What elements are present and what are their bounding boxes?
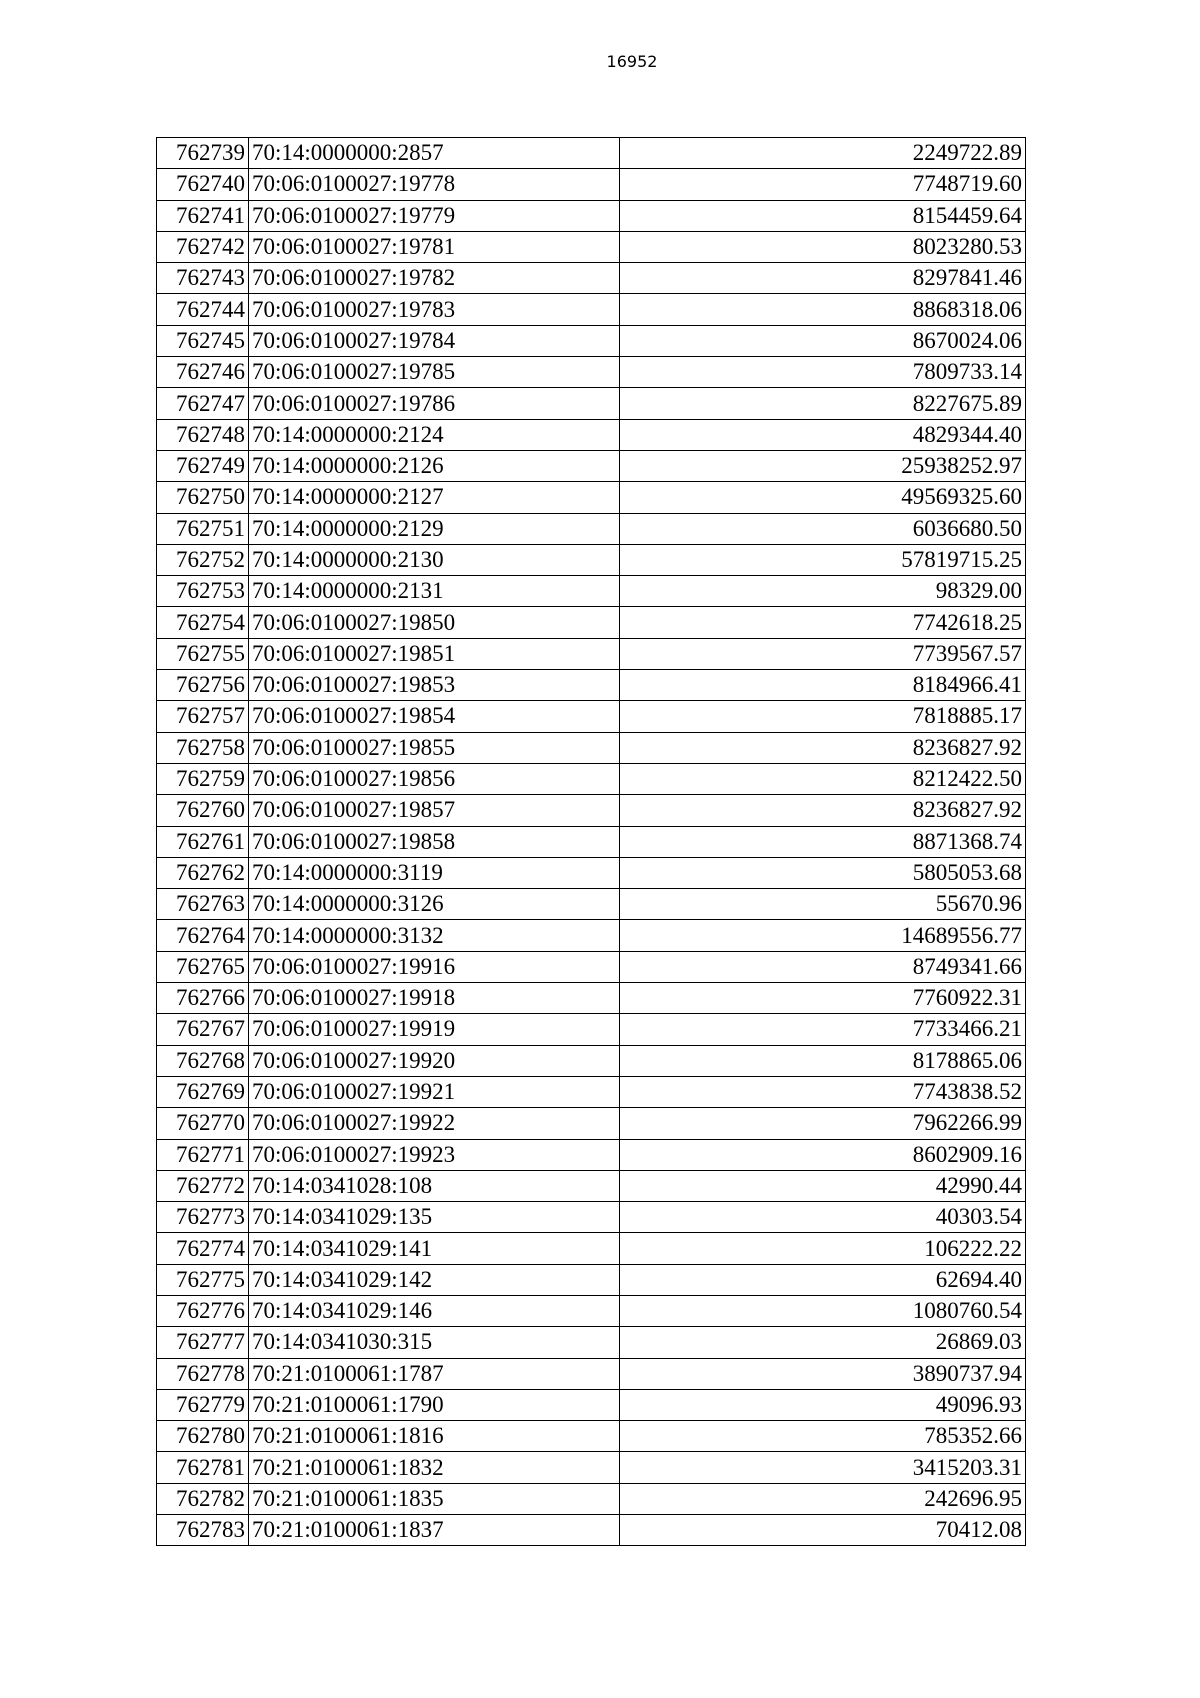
cadastral-number-cell: 70:06:0100027:19786 bbox=[249, 388, 620, 419]
row-number-cell: 762781 bbox=[157, 1452, 249, 1483]
row-number-cell: 762756 bbox=[157, 670, 249, 701]
table-row bbox=[157, 1233, 1026, 1264]
cadastral-value-cell: 7818885.17 bbox=[620, 701, 1026, 732]
cadastral-value-cell: 8154459.64 bbox=[620, 200, 1026, 231]
cadastral-number-cell: 70:14:0341028:108 bbox=[249, 1170, 620, 1201]
row-number-cell: 762755 bbox=[157, 638, 249, 669]
cadastral-value-cell: 1080760.54 bbox=[620, 1295, 1026, 1326]
cadastral-value-cell: 14689556.77 bbox=[620, 920, 1026, 951]
cadastral-number-cell: 70:06:0100027:19784 bbox=[249, 325, 620, 356]
cadastral-value-cell: 62694.40 bbox=[620, 1264, 1026, 1295]
cadastral-value-cell: 98329.00 bbox=[620, 576, 1026, 607]
table-row bbox=[157, 1295, 1026, 1326]
cadastral-number-cell: 70:06:0100027:19858 bbox=[249, 826, 620, 857]
row-number-cell: 762744 bbox=[157, 294, 249, 325]
cadastral-number-cell: 70:14:0000000:2857 bbox=[249, 138, 620, 169]
cadastral-value-cell: 7962266.99 bbox=[620, 1108, 1026, 1139]
cadastral-number-cell: 70:06:0100027:19920 bbox=[249, 1045, 620, 1076]
row-number-cell: 762740 bbox=[157, 169, 249, 200]
row-number-cell: 762768 bbox=[157, 1045, 249, 1076]
row-number-cell: 762773 bbox=[157, 1202, 249, 1233]
cadastral-number-cell: 70:06:0100027:19850 bbox=[249, 607, 620, 638]
cadastral-number-cell: 70:21:0100061:1832 bbox=[249, 1452, 620, 1483]
table-row bbox=[157, 1452, 1026, 1483]
cadastral-number-cell: 70:14:0000000:2124 bbox=[249, 419, 620, 450]
cadastral-value-cell: 106222.22 bbox=[620, 1233, 1026, 1264]
table-row bbox=[157, 1264, 1026, 1295]
cadastral-value-cell: 785352.66 bbox=[620, 1421, 1026, 1452]
table-row bbox=[157, 670, 1026, 701]
cadastral-value-cell: 70412.08 bbox=[620, 1515, 1026, 1546]
cadastral-number-cell: 70:14:0341029:135 bbox=[249, 1202, 620, 1233]
table-row bbox=[157, 607, 1026, 638]
row-number-cell: 762759 bbox=[157, 763, 249, 794]
cadastral-number-cell: 70:14:0000000:2131 bbox=[249, 576, 620, 607]
table-row bbox=[157, 920, 1026, 951]
row-number-cell: 762772 bbox=[157, 1170, 249, 1201]
cadastral-number-cell: 70:06:0100027:19785 bbox=[249, 357, 620, 388]
cadastral-number-cell: 70:14:0000000:2130 bbox=[249, 544, 620, 575]
cadastral-value-cell: 242696.95 bbox=[620, 1483, 1026, 1514]
cadastral-number-cell: 70:14:0000000:3126 bbox=[249, 889, 620, 920]
cadastral-number-cell: 70:06:0100027:19854 bbox=[249, 701, 620, 732]
cadastral-number-cell: 70:06:0100027:19782 bbox=[249, 263, 620, 294]
table-row bbox=[157, 1515, 1026, 1546]
cadastral-number-cell: 70:06:0100027:19778 bbox=[249, 169, 620, 200]
table-row bbox=[157, 1421, 1026, 1452]
cadastral-number-cell: 70:06:0100027:19855 bbox=[249, 732, 620, 763]
cadastral-number-cell: 70:14:0000000:2129 bbox=[249, 513, 620, 544]
row-number-cell: 762749 bbox=[157, 450, 249, 481]
cadastral-value-cell: 40303.54 bbox=[620, 1202, 1026, 1233]
cadastral-number-cell: 70:21:0100061:1835 bbox=[249, 1483, 620, 1514]
table-row bbox=[157, 1014, 1026, 1045]
table-row bbox=[157, 482, 1026, 513]
table-row bbox=[157, 1108, 1026, 1139]
table-row bbox=[157, 1483, 1026, 1514]
row-number-cell: 762783 bbox=[157, 1515, 249, 1546]
row-number-cell: 762766 bbox=[157, 983, 249, 1014]
table-row bbox=[157, 1170, 1026, 1201]
cadastral-number-cell: 70:21:0100061:1787 bbox=[249, 1358, 620, 1389]
cadastral-number-cell: 70:14:0000000:2127 bbox=[249, 482, 620, 513]
row-number-cell: 762765 bbox=[157, 951, 249, 982]
cadastral-number-cell: 70:21:0100061:1790 bbox=[249, 1389, 620, 1420]
row-number-cell: 762763 bbox=[157, 889, 249, 920]
cadastral-value-cell: 7748719.60 bbox=[620, 169, 1026, 200]
cadastral-number-cell: 70:14:0000000:3119 bbox=[249, 857, 620, 888]
table-row bbox=[157, 544, 1026, 575]
cadastral-value-cell: 8227675.89 bbox=[620, 388, 1026, 419]
table-row bbox=[157, 732, 1026, 763]
table-row bbox=[157, 701, 1026, 732]
table-row bbox=[157, 763, 1026, 794]
table-row bbox=[157, 388, 1026, 419]
table-row bbox=[157, 1045, 1026, 1076]
cadastral-value-cell: 8749341.66 bbox=[620, 951, 1026, 982]
cadastral-value-cell: 49569325.60 bbox=[620, 482, 1026, 513]
row-number-cell: 762780 bbox=[157, 1421, 249, 1452]
table-row bbox=[157, 1076, 1026, 1107]
row-number-cell: 762771 bbox=[157, 1139, 249, 1170]
cadastral-value-cell: 8023280.53 bbox=[620, 231, 1026, 262]
table-row bbox=[157, 1358, 1026, 1389]
cadastral-number-cell: 70:14:0341029:141 bbox=[249, 1233, 620, 1264]
cadastral-number-cell: 70:14:0341029:146 bbox=[249, 1295, 620, 1326]
cadastral-value-cell: 8236827.92 bbox=[620, 732, 1026, 763]
cadastral-value-cell: 7742618.25 bbox=[620, 607, 1026, 638]
table-row bbox=[157, 263, 1026, 294]
cadastral-number-cell: 70:06:0100027:19923 bbox=[249, 1139, 620, 1170]
row-number-cell: 762753 bbox=[157, 576, 249, 607]
cadastral-value-cell: 8236827.92 bbox=[620, 795, 1026, 826]
row-number-cell: 762778 bbox=[157, 1358, 249, 1389]
cadastral-number-cell: 70:14:0341029:142 bbox=[249, 1264, 620, 1295]
cadastral-number-cell: 70:06:0100027:19919 bbox=[249, 1014, 620, 1045]
cadastral-number-cell: 70:06:0100027:19779 bbox=[249, 200, 620, 231]
cadastral-value-cell: 26869.03 bbox=[620, 1327, 1026, 1358]
row-number-cell: 762770 bbox=[157, 1108, 249, 1139]
row-number-cell: 762754 bbox=[157, 607, 249, 638]
row-number-cell: 762764 bbox=[157, 920, 249, 951]
table-body bbox=[157, 138, 1026, 1546]
table-row bbox=[157, 200, 1026, 231]
row-number-cell: 762748 bbox=[157, 419, 249, 450]
row-number-cell: 762752 bbox=[157, 544, 249, 575]
table-row bbox=[157, 138, 1026, 169]
table-row bbox=[157, 419, 1026, 450]
table-row bbox=[157, 450, 1026, 481]
cadastral-value-cell: 8871368.74 bbox=[620, 826, 1026, 857]
cadastral-number-cell: 70:14:0000000:2126 bbox=[249, 450, 620, 481]
cadastral-value-cell: 5805053.68 bbox=[620, 857, 1026, 888]
table-row bbox=[157, 231, 1026, 262]
cadastral-number-cell: 70:06:0100027:19851 bbox=[249, 638, 620, 669]
table-row bbox=[157, 357, 1026, 388]
cadastral-value-cell: 8868318.06 bbox=[620, 294, 1026, 325]
cadastral-value-cell: 8297841.46 bbox=[620, 263, 1026, 294]
table-row bbox=[157, 889, 1026, 920]
row-number-cell: 762739 bbox=[157, 138, 249, 169]
cadastral-value-cell: 42990.44 bbox=[620, 1170, 1026, 1201]
cadastral-value-cell: 25938252.97 bbox=[620, 450, 1026, 481]
cadastral-number-cell: 70:06:0100027:19916 bbox=[249, 951, 620, 982]
table-row bbox=[157, 1139, 1026, 1170]
table-row bbox=[157, 1389, 1026, 1420]
cadastral-value-cell: 6036680.50 bbox=[620, 513, 1026, 544]
cadastral-number-cell: 70:21:0100061:1837 bbox=[249, 1515, 620, 1546]
page-number: 16952 bbox=[606, 52, 658, 71]
cadastral-number-cell: 70:06:0100027:19781 bbox=[249, 231, 620, 262]
row-number-cell: 762774 bbox=[157, 1233, 249, 1264]
cadastral-value-table bbox=[156, 137, 1026, 1546]
table-row bbox=[157, 294, 1026, 325]
cadastral-number-cell: 70:06:0100027:19857 bbox=[249, 795, 620, 826]
cadastral-value-cell: 8602909.16 bbox=[620, 1139, 1026, 1170]
cadastral-value-cell: 8670024.06 bbox=[620, 325, 1026, 356]
row-number-cell: 762760 bbox=[157, 795, 249, 826]
row-number-cell: 762762 bbox=[157, 857, 249, 888]
table-row bbox=[157, 576, 1026, 607]
row-number-cell: 762777 bbox=[157, 1327, 249, 1358]
row-number-cell: 762776 bbox=[157, 1295, 249, 1326]
row-number-cell: 762746 bbox=[157, 357, 249, 388]
table-row bbox=[157, 1202, 1026, 1233]
cadastral-number-cell: 70:06:0100027:19921 bbox=[249, 1076, 620, 1107]
row-number-cell: 762769 bbox=[157, 1076, 249, 1107]
row-number-cell: 762747 bbox=[157, 388, 249, 419]
cadastral-number-cell: 70:06:0100027:19922 bbox=[249, 1108, 620, 1139]
cadastral-value-cell: 3415203.31 bbox=[620, 1452, 1026, 1483]
row-number-cell: 762742 bbox=[157, 231, 249, 262]
row-number-cell: 762751 bbox=[157, 513, 249, 544]
row-number-cell: 762779 bbox=[157, 1389, 249, 1420]
table-row bbox=[157, 513, 1026, 544]
table-row bbox=[157, 169, 1026, 200]
row-number-cell: 762745 bbox=[157, 325, 249, 356]
cadastral-value-cell: 7739567.57 bbox=[620, 638, 1026, 669]
cadastral-number-cell: 70:06:0100027:19783 bbox=[249, 294, 620, 325]
cadastral-number-cell: 70:06:0100027:19918 bbox=[249, 983, 620, 1014]
table-row bbox=[157, 826, 1026, 857]
cadastral-value-cell: 57819715.25 bbox=[620, 544, 1026, 575]
cadastral-value-cell: 8178865.06 bbox=[620, 1045, 1026, 1076]
cadastral-value-cell: 4829344.40 bbox=[620, 419, 1026, 450]
row-number-cell: 762757 bbox=[157, 701, 249, 732]
cadastral-number-cell: 70:06:0100027:19856 bbox=[249, 763, 620, 794]
cadastral-value-cell: 2249722.89 bbox=[620, 138, 1026, 169]
table-row bbox=[157, 795, 1026, 826]
cadastral-value-cell: 55670.96 bbox=[620, 889, 1026, 920]
cadastral-value-cell: 49096.93 bbox=[620, 1389, 1026, 1420]
cadastral-number-cell: 70:14:0341030:315 bbox=[249, 1327, 620, 1358]
cadastral-value-cell: 8184966.41 bbox=[620, 670, 1026, 701]
cadastral-number-cell: 70:14:0000000:3132 bbox=[249, 920, 620, 951]
row-number-cell: 762761 bbox=[157, 826, 249, 857]
table-row bbox=[157, 983, 1026, 1014]
cadastral-value-cell: 3890737.94 bbox=[620, 1358, 1026, 1389]
row-number-cell: 762741 bbox=[157, 200, 249, 231]
cadastral-value-cell: 7743838.52 bbox=[620, 1076, 1026, 1107]
row-number-cell: 762775 bbox=[157, 1264, 249, 1295]
cadastral-value-cell: 7809733.14 bbox=[620, 357, 1026, 388]
table-row bbox=[157, 857, 1026, 888]
cadastral-value-cell: 7733466.21 bbox=[620, 1014, 1026, 1045]
row-number-cell: 762758 bbox=[157, 732, 249, 763]
cadastral-value-cell: 7760922.31 bbox=[620, 983, 1026, 1014]
cadastral-number-cell: 70:21:0100061:1816 bbox=[249, 1421, 620, 1452]
cadastral-value-cell: 8212422.50 bbox=[620, 763, 1026, 794]
row-number-cell: 762767 bbox=[157, 1014, 249, 1045]
table-row bbox=[157, 638, 1026, 669]
table-row bbox=[157, 325, 1026, 356]
row-number-cell: 762750 bbox=[157, 482, 249, 513]
table-row bbox=[157, 1327, 1026, 1358]
row-number-cell: 762743 bbox=[157, 263, 249, 294]
cadastral-number-cell: 70:06:0100027:19853 bbox=[249, 670, 620, 701]
row-number-cell: 762782 bbox=[157, 1483, 249, 1514]
table-row bbox=[157, 951, 1026, 982]
